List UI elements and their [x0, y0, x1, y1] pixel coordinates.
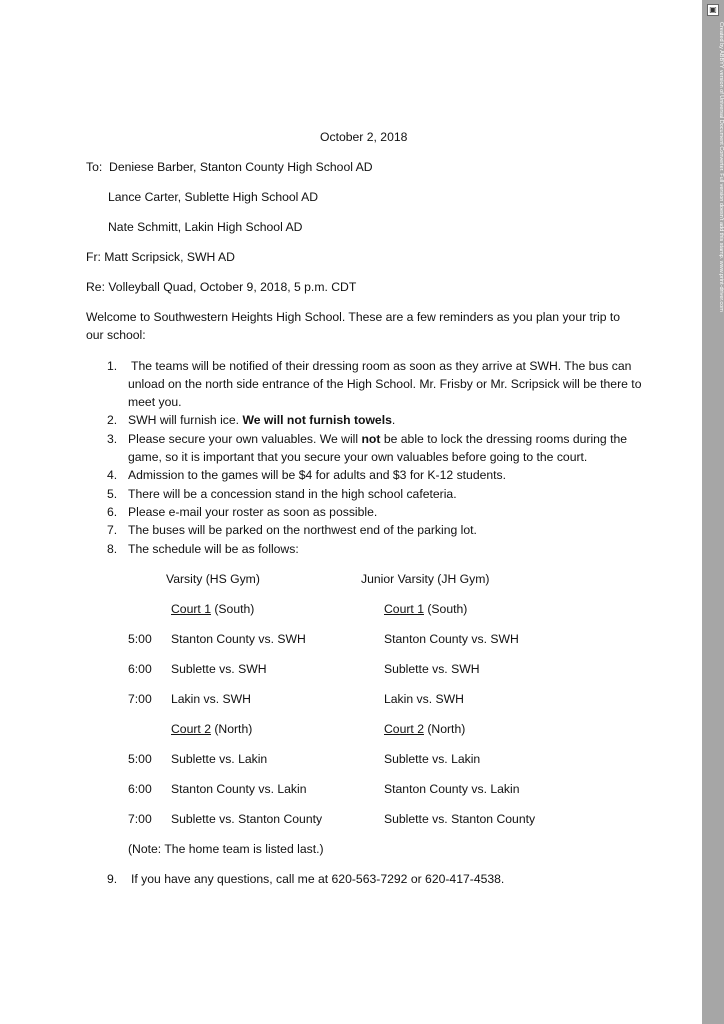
- list-text: The buses will be parked on the northwest end of the parking lot.: [128, 523, 477, 537]
- recipient-1: Deniese Barber, Stanton County High School AD: [109, 160, 373, 174]
- jv-game: Stanton County vs. SWH: [384, 632, 519, 646]
- recipient-2: Lance Carter, Sublette High School AD: [108, 190, 319, 204]
- varsity-game: Sublette vs. Stanton County: [171, 812, 323, 826]
- jv-game: Sublette vs. Lakin: [384, 752, 481, 766]
- game-time: 7:00: [128, 692, 152, 706]
- jv-game: Sublette vs. SWH: [384, 662, 480, 676]
- list-item: [107, 430, 647, 466]
- list-text: If you have any questions, call me at 620-563-7292 or 620-417-4538.: [131, 872, 505, 886]
- game-time: 5:00: [128, 752, 152, 766]
- court-1-jv: Court 1 (South): [384, 602, 468, 616]
- list-item: [107, 357, 647, 411]
- jv-header: Junior Varsity (JH Gym): [361, 572, 490, 586]
- list-number: 7.: [107, 523, 118, 537]
- list-text: Please e-mail your roster as soon as possible.: [128, 505, 378, 519]
- court-2-jv: Court 2 (North): [384, 722, 466, 736]
- jv-game: Stanton County vs. Lakin: [384, 782, 520, 796]
- to-label: To:: [86, 160, 103, 174]
- list-number: 9.: [107, 872, 118, 886]
- intro-paragraph: Welcome to Southwestern Heights High School. These are a few reminders as you plan your trip to our school:: [86, 310, 621, 342]
- to-line: [86, 158, 373, 176]
- list-text: The teams will be notified of their dressing room as soon as they arrive at SWH. The bus can unload on the north side entrance of the High School. Mr. Frisby or Mr. Scripsick will be there to meet you.: [128, 359, 642, 409]
- list-item: [107, 411, 647, 429]
- jv-game: Sublette vs. Stanton County: [384, 812, 536, 826]
- list-text: The schedule will be as follows:: [128, 542, 299, 556]
- date: October 2, 2018: [320, 130, 408, 144]
- emphasis-text: We will not furnish towels: [242, 413, 392, 427]
- list-number: 4.: [107, 468, 118, 482]
- schedule-note: (Note: The home team is listed last.): [128, 842, 324, 856]
- emphasis-text: not: [361, 432, 381, 446]
- list-number: 1.: [107, 359, 118, 373]
- game-time: 6:00: [128, 782, 152, 796]
- varsity-header: Varsity (HS Gym): [166, 572, 260, 586]
- list-item: [107, 540, 647, 558]
- game-time: 6:00: [128, 662, 152, 676]
- list-number: 3.: [107, 432, 118, 446]
- list-number: 6.: [107, 505, 118, 519]
- converter-logo-icon: ▣: [707, 4, 719, 16]
- court-2-varsity: Court 2 (North): [171, 722, 253, 736]
- re-line: Re: Volleyball Quad, October 9, 2018, 5 p.m. CDT: [86, 280, 357, 294]
- list-item: [107, 466, 647, 484]
- court-1-varsity: Court 1 (South): [171, 602, 255, 616]
- list-number: 5.: [107, 487, 118, 501]
- from-line: Fr: Matt Scripsick, SWH AD: [86, 250, 235, 264]
- list-item: [107, 521, 647, 539]
- game-time: 7:00: [128, 812, 152, 826]
- varsity-game: Stanton County vs. Lakin: [171, 782, 307, 796]
- game-time: 5:00: [128, 632, 152, 646]
- list-number: 8.: [107, 542, 118, 556]
- varsity-game: Sublette vs. SWH: [171, 662, 267, 676]
- list-item: [107, 485, 647, 503]
- varsity-game: Sublette vs. Lakin: [171, 752, 268, 766]
- watermark-text: Created by ABBYY version of Universal Document Converter. Full version doesn't add this stamp. www.print-driver.com: [718, 22, 724, 312]
- list-text: Please secure your own valuables. We will not be able to lock the dressing rooms during the game, so it is important that you secure your own valuables before going to the court.: [128, 432, 628, 464]
- list-item: [107, 870, 647, 888]
- list-item: [107, 503, 647, 521]
- list-text: There will be a concession stand in the high school cafeteria.: [128, 487, 457, 501]
- recipient-3: Nate Schmitt, Lakin High School AD: [108, 220, 303, 234]
- varsity-game: Stanton County vs. SWH: [171, 632, 306, 646]
- list-text: Admission to the games will be $4 for adults and $3 for K-12 students.: [128, 468, 507, 482]
- jv-game: Lakin vs. SWH: [384, 692, 464, 706]
- list-text: SWH will furnish ice. We will not furnish towels.: [128, 413, 396, 427]
- converter-sidebar: [702, 0, 724, 1024]
- varsity-game: Lakin vs. SWH: [171, 692, 251, 706]
- list-number: 2.: [107, 413, 118, 427]
